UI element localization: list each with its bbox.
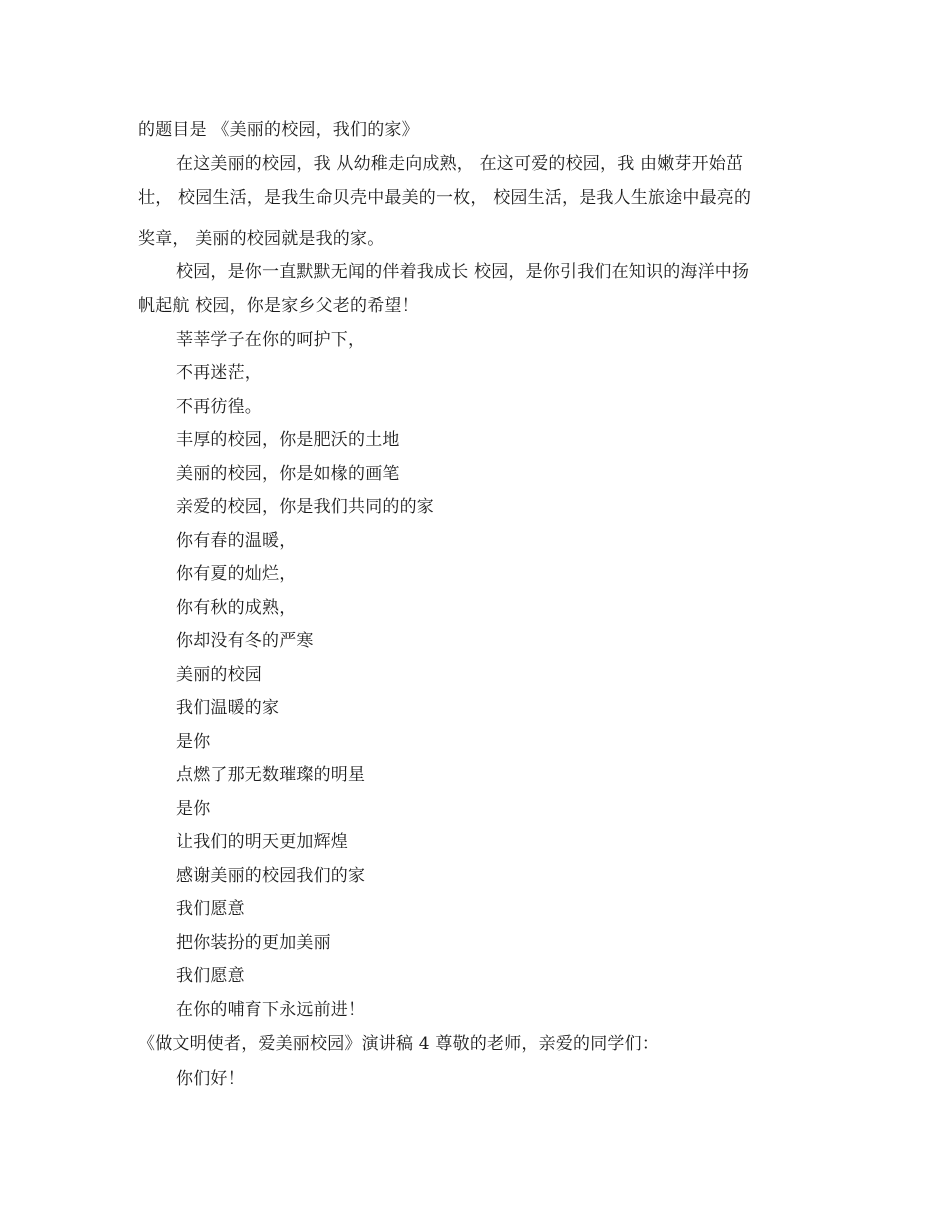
- poem-line: 我们温暖的家: [176, 698, 280, 718]
- poem-line: 是你: [176, 799, 211, 819]
- poem-line: 亲爱的校园，你是我们共同的的家: [176, 497, 434, 517]
- poem-line: 美丽的校园，你是如椽的画笔: [176, 464, 400, 484]
- poem-line: 把你装扮的更加美丽: [176, 933, 331, 953]
- poem-line: 是你: [176, 732, 211, 752]
- paragraph-2-line-1: 校园，是你一直默默无闻的伴着我成长 校园，是你引我们在知识的海洋中扬: [176, 262, 750, 282]
- poem-line: 点燃了那无数璀璨的明星: [176, 765, 366, 785]
- poem-line: 你却没有冬的严寒: [176, 631, 314, 651]
- paragraph-1-line-2: 壮， 校园生活，是我生命贝壳中最美的一枚， 校园生活，是我人生旅途中最亮的: [138, 188, 752, 208]
- poem-line: 你有春的温暖，: [176, 531, 297, 551]
- paragraph-2-line-2: 帆起航 校园，你是家乡父老的希望！: [138, 296, 419, 316]
- paragraph-1-line-1: 在这美丽的校园，我 从幼稚走向成熟， 在这可爱的校园，我 由嫩芽开始茁: [176, 154, 744, 174]
- poem-line: 丰厚的校园，你是肥沃的土地: [176, 430, 400, 450]
- poem-line: 不再迷茫，: [176, 363, 262, 383]
- poem-line: 不再彷徨。: [176, 397, 262, 417]
- poem-line: 让我们的明天更加辉煌: [176, 832, 348, 852]
- poem-line: 在你的哺育下永远前进！: [176, 1000, 366, 1020]
- poem-line: 你有夏的灿烂，: [176, 564, 297, 584]
- poem-line: 你有秋的成熟，: [176, 598, 297, 618]
- title-line: 的题目是 《美丽的校园，我们的家》: [138, 120, 419, 140]
- poem-line: 莘莘学子在你的呵护下，: [176, 330, 366, 350]
- next-speech-title-line: 《做文明使者，爱美丽校园》演讲稿 4 尊敬的老师，亲爱的同学们：: [138, 1034, 660, 1054]
- poem-line: 感谢美丽的校园我们的家: [176, 866, 366, 886]
- poem-line: 美丽的校园: [176, 665, 262, 685]
- greeting-line: 你们好！: [176, 1069, 245, 1089]
- poem-line: 我们愿意: [176, 899, 245, 919]
- poem-line: 我们愿意: [176, 966, 245, 986]
- paragraph-1-line-3: 奖章， 美丽的校园就是我的家。: [138, 229, 385, 249]
